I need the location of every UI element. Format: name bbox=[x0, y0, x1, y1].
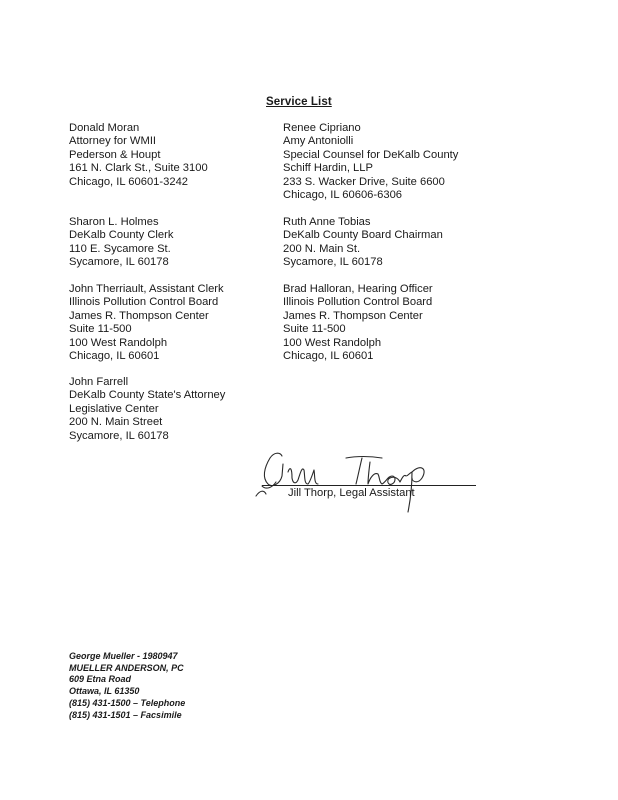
address-block-right-3 bbox=[283, 283, 433, 363]
address-line: DeKalb County State's Attorney bbox=[69, 389, 226, 402]
address-line: 100 West Randolph bbox=[69, 336, 168, 349]
address-block-left-4 bbox=[69, 376, 225, 443]
footer-line: (815) 431-1501 – Facsimile bbox=[69, 709, 182, 720]
address-line: John Farrell bbox=[69, 376, 129, 388]
address-line: Schiff Hardin, LLP bbox=[283, 162, 373, 175]
address-line: DeKalb County Board Chairman bbox=[283, 229, 443, 242]
footer-line: George Mueller - 1980947 bbox=[69, 651, 178, 661]
signature-line bbox=[262, 485, 476, 486]
signature-caption: Jill Thorp, Legal Assistant bbox=[288, 487, 415, 499]
address-line: Suite 11-500 bbox=[69, 323, 132, 336]
address-block-right-1 bbox=[283, 122, 458, 202]
address-line: 161 N. Clark St., Suite 3100 bbox=[69, 162, 208, 175]
address-line: Chicago, IL 60601 bbox=[283, 350, 374, 363]
address-line: DeKalb County Clerk bbox=[69, 229, 174, 242]
address-line: Ruth Anne Tobias bbox=[283, 216, 371, 228]
address-line: Chicago, IL 60606-6306 bbox=[283, 189, 403, 202]
address-line: Renee Cipriano bbox=[283, 122, 361, 134]
page-title: Service List bbox=[266, 96, 332, 108]
address-line: Sharon L. Holmes bbox=[69, 216, 159, 228]
footer-line: Ottawa, IL 61350 bbox=[69, 686, 140, 697]
address-line: 110 E. Sycamore St. bbox=[69, 242, 171, 255]
address-line: Legislative Center bbox=[69, 402, 159, 415]
address-line: Amy Antoniolli bbox=[283, 135, 354, 148]
address-block-left-3 bbox=[69, 283, 224, 363]
address-line: Illinois Pollution Control Board bbox=[69, 296, 219, 309]
footer-line: 609 Etna Road bbox=[69, 674, 132, 685]
address-line: Illinois Pollution Control Board bbox=[283, 296, 433, 309]
address-line: Chicago, IL 60601-3242 bbox=[69, 175, 189, 188]
footer-line: (815) 431-1500 – Telephone bbox=[69, 697, 186, 708]
footer-block bbox=[69, 651, 185, 721]
address-line: Pederson & Houpt bbox=[69, 148, 161, 161]
handwritten-signature bbox=[252, 446, 482, 516]
address-line: Chicago, IL 60601 bbox=[69, 350, 160, 363]
address-line: James R. Thompson Center bbox=[283, 309, 423, 322]
address-line: Sycamore, IL 60178 bbox=[283, 256, 383, 269]
address-line: Special Counsel for DeKalb County bbox=[283, 148, 459, 161]
address-line: Sycamore, IL 60178 bbox=[69, 256, 169, 269]
address-block-right-2 bbox=[283, 216, 443, 270]
address-line: Donald Moran bbox=[69, 122, 140, 134]
address-line: 200 N. Main Street bbox=[69, 416, 163, 429]
footer-line: MUELLER ANDERSON, PC bbox=[69, 662, 184, 673]
address-line: Suite 11-500 bbox=[283, 323, 346, 336]
address-line: James R. Thompson Center bbox=[69, 309, 209, 322]
address-line: Attorney for WMII bbox=[69, 135, 157, 148]
address-line: Sycamore, IL 60178 bbox=[69, 429, 169, 442]
address-line: Brad Halloran, Hearing Officer bbox=[283, 283, 433, 295]
address-line: John Therriault, Assistant Clerk bbox=[69, 283, 224, 295]
address-line: 200 N. Main St. bbox=[283, 242, 361, 255]
address-line: 100 West Randolph bbox=[283, 336, 382, 349]
address-block-left-1 bbox=[69, 122, 208, 189]
address-block-left-2 bbox=[69, 216, 173, 270]
address-line: 233 S. Wacker Drive, Suite 6600 bbox=[283, 175, 445, 188]
